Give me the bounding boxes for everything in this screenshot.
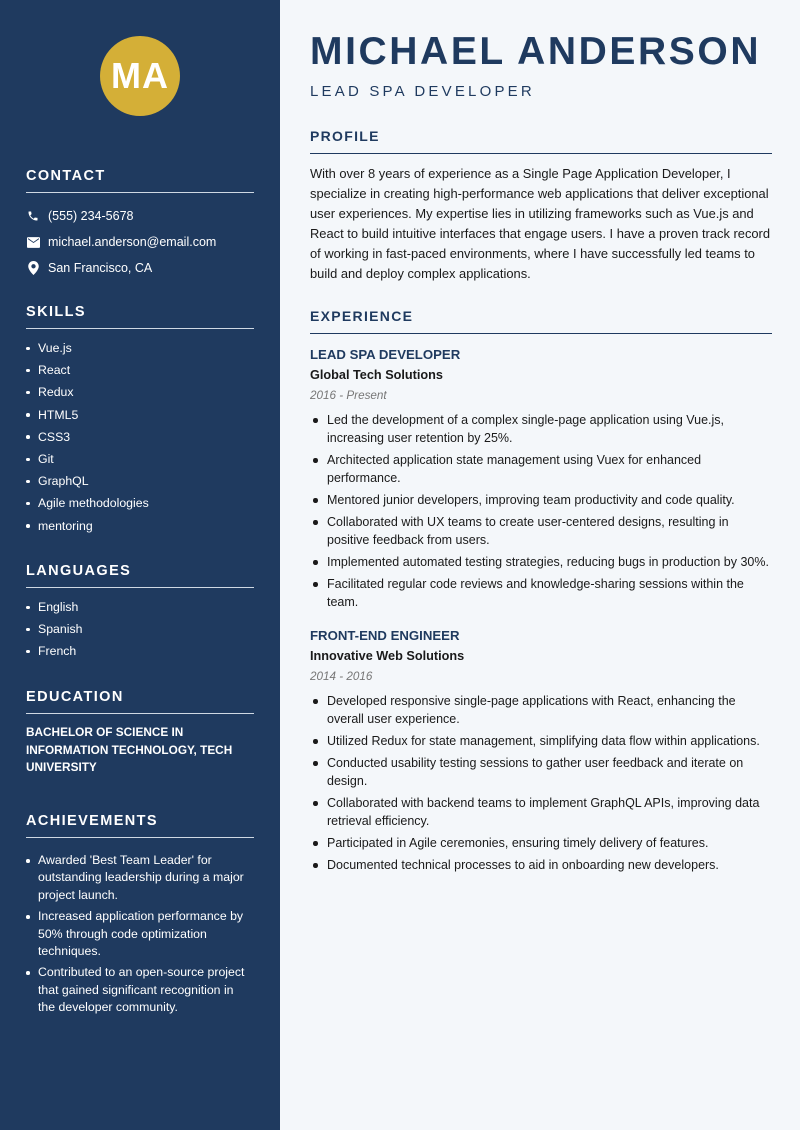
achievements-heading: ACHIEVEMENTS	[26, 813, 254, 838]
list-item: English	[26, 596, 254, 618]
list-item: mentoring	[26, 515, 254, 537]
phone-icon	[26, 209, 40, 223]
list-item: Vue.js	[26, 337, 254, 359]
list-item: Implemented automated testing strategies, reducing bugs in production by 30%.	[310, 553, 772, 571]
languages-list	[26, 596, 254, 663]
skills-section	[26, 304, 254, 537]
contact-phone	[26, 203, 254, 229]
contact-email	[26, 229, 254, 255]
job-bullets	[310, 411, 772, 611]
list-item: HTML5	[26, 404, 254, 426]
skills-list	[26, 337, 254, 537]
job-title: FRONT-END ENGINEER	[310, 628, 460, 643]
list-item: Developed responsive single-page applications with React, enhancing the overall user experience.	[310, 692, 772, 728]
job-dates: 2016 - Present	[310, 389, 387, 402]
list-item: Redux	[26, 381, 254, 403]
list-item: GraphQL	[26, 470, 254, 492]
profile-text: With over 8 years of experience as a Single Page Application Developer, I specialize in creating high-performance web applications that deliver exceptional user experiences. My expertise lies in utilizing frameworks such as Vue.js and React to build intuitive interfaces that engage users. I have a proven track record of working in fast-paced environments, where I have successfully led teams to build and deploy complex applications.	[310, 166, 771, 281]
education-heading: EDUCATION	[26, 689, 254, 714]
phone-text: (555) 234-5678	[48, 209, 134, 223]
education-degree: BACHELOR OF SCIENCE IN INFORMATION TECHNOLOGY, TECH UNIVERSITY	[26, 725, 233, 774]
list-item: Spanish	[26, 618, 254, 640]
list-item: Participated in Agile ceremonies, ensuring timely delivery of features.	[310, 834, 772, 852]
job-company: Global Tech Solutions	[310, 368, 443, 382]
contact-heading: CONTACT	[26, 168, 254, 193]
experience-section	[310, 308, 772, 878]
list-item: Awarded 'Best Team Leader' for outstanding leadership during a major project launch.	[26, 852, 254, 904]
contact-section	[26, 168, 254, 281]
list-item: Agile methodologies	[26, 492, 254, 514]
sidebar	[0, 0, 280, 1130]
list-item: React	[26, 359, 254, 381]
job-bullets	[310, 692, 772, 874]
list-item: Utilized Redux for state management, simplifying data flow within applications.	[310, 732, 772, 750]
contact-list	[26, 203, 254, 281]
job-entry	[310, 347, 772, 611]
list-item: Architected application state management using Vuex for enhanced performance.	[310, 451, 772, 487]
job-company: Innovative Web Solutions	[310, 649, 465, 663]
profile-section	[310, 128, 772, 284]
list-item: Collaborated with backend teams to implement GraphQL APIs, improving data retrieval efficiency.	[310, 794, 772, 830]
experience-heading: EXPERIENCE	[310, 308, 772, 334]
languages-heading: LANGUAGES	[26, 563, 254, 588]
location-pin-icon	[26, 261, 40, 275]
job-entry	[310, 628, 772, 874]
avatar	[100, 36, 180, 116]
mail-icon	[26, 235, 40, 249]
candidate-title: LEAD SPA DEVELOPER	[310, 83, 535, 100]
candidate-name: MICHAEL ANDERSON	[310, 30, 762, 73]
list-item: Led the development of a complex single-page application using Vue.js, increasing user retention by 25%.	[310, 411, 772, 447]
location-text: San Francisco, CA	[48, 261, 153, 275]
list-item: Contributed to an open-source project that gained significant recognition in the developer community.	[26, 964, 254, 1016]
list-item: Increased application performance by 50% through code optimization techniques.	[26, 908, 254, 960]
achievements-section	[26, 813, 254, 1021]
list-item: Documented technical processes to aid in onboarding new developers.	[310, 856, 772, 874]
job-dates: 2014 - 2016	[310, 670, 373, 683]
list-item: Facilitated regular code reviews and knowledge-sharing sessions within the team.	[310, 575, 772, 611]
profile-heading: PROFILE	[310, 128, 772, 154]
skills-heading: SKILLS	[26, 304, 254, 329]
list-item: Git	[26, 448, 254, 470]
list-item: Mentored junior developers, improving team productivity and code quality.	[310, 491, 772, 509]
list-item: Conducted usability testing sessions to gather user feedback and iterate on design.	[310, 754, 772, 790]
avatar-initials: MA	[111, 55, 169, 96]
list-item: CSS3	[26, 426, 254, 448]
contact-location	[26, 255, 254, 281]
email-text: michael.anderson@email.com	[48, 235, 217, 249]
list-item: Collaborated with UX teams to create user-centered designs, resulting in positive feedback from users.	[310, 513, 772, 549]
education-section	[26, 689, 254, 777]
achievements-list	[26, 852, 254, 1017]
job-title: LEAD SPA DEVELOPER	[310, 347, 461, 362]
languages-section	[26, 563, 254, 663]
list-item: French	[26, 640, 254, 662]
